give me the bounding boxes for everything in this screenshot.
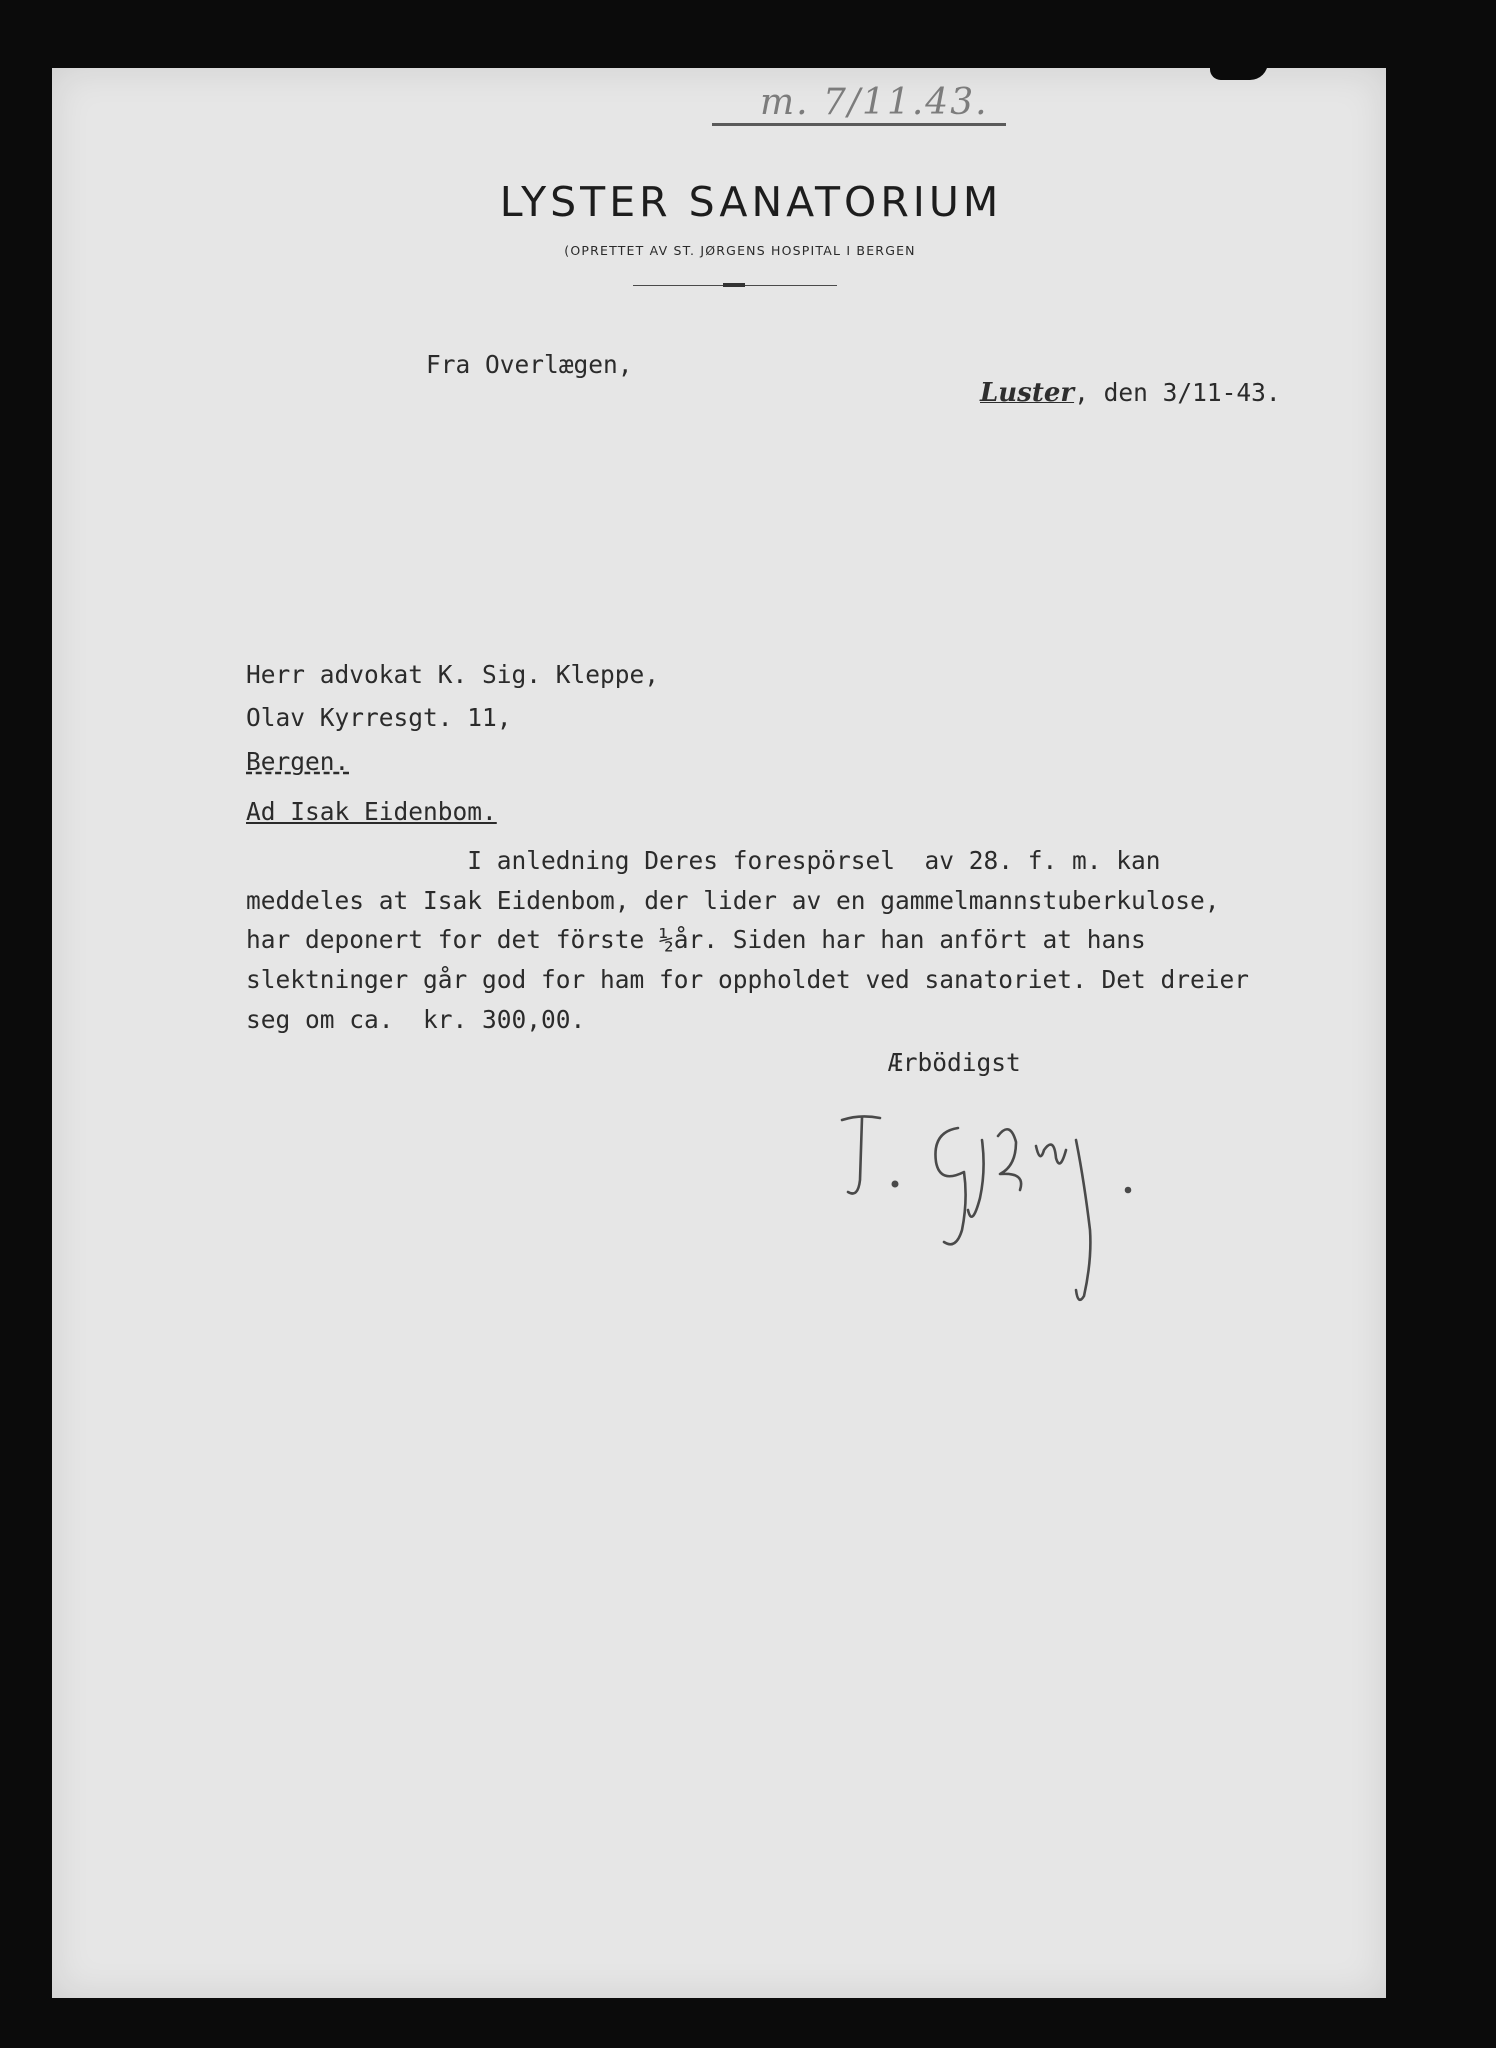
date-line bbox=[980, 378, 1281, 408]
recipient-street: Olav Kyrresgt. 11, bbox=[246, 703, 512, 732]
torn-corner bbox=[1210, 62, 1268, 80]
body-line: meddeles at Isak Eidenbom, der lider av en gammelmannstuberkulose, bbox=[246, 886, 1220, 915]
date-text: , den 3/11-43. bbox=[1074, 378, 1281, 407]
closing: Ærbödigst bbox=[888, 1048, 1021, 1077]
handwritten-signature bbox=[840, 1080, 1220, 1310]
subject-line: Ad Isak Eidenbom. bbox=[246, 797, 497, 826]
archive-note: m. 7/11.43. bbox=[760, 82, 989, 123]
recipient-city: Bergen. bbox=[246, 747, 350, 776]
letterhead-divider bbox=[633, 285, 837, 286]
place-handwritten: Luster bbox=[980, 378, 1075, 408]
body-line: slektninger går god for ham for oppholdet ved sanatoriet. Det dreier bbox=[246, 965, 1250, 994]
recipient-name: Herr advokat K. Sig. Kleppe, bbox=[246, 660, 660, 689]
body-line: seg om ca. kr. 300,00. bbox=[246, 1005, 586, 1034]
letterhead-title: LYSTER SANATORIUM bbox=[499, 178, 1003, 226]
body-line: har deponert for det förste ½år. Siden har han anfört at hans bbox=[246, 925, 1146, 954]
body-line: I anledning Deres forespörsel av 28. f. m. kan bbox=[246, 846, 1161, 875]
letterhead-subtitle: (OPRETTET AV ST. JØRGENS HOSPITAL I BERGEN bbox=[564, 243, 916, 258]
sender-line: Fra Overlægen, bbox=[426, 350, 633, 379]
archive-underline bbox=[712, 123, 1006, 126]
